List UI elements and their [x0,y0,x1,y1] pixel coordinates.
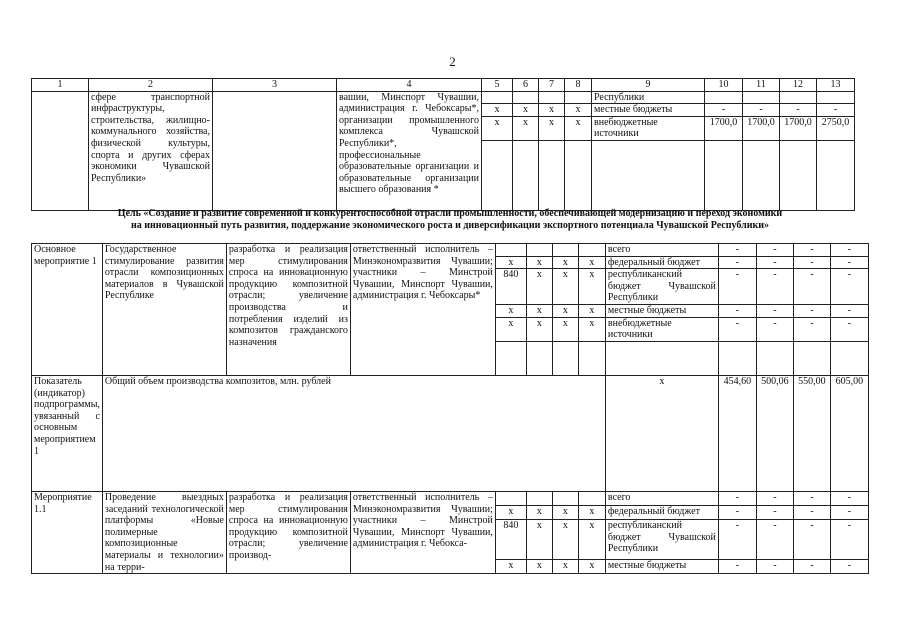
executors-cell: ответственный исполнитель – Минэкономразвития Чувашии; участники – Минстрой Чувашии, Минспорт Чувашии, администрация г. Чебоксары* [350,244,495,376]
table-cell [780,91,817,104]
col-number: 5 [482,79,513,92]
funding-source-cell: Республики [592,91,705,104]
col-number: 6 [513,79,539,92]
table-cell: - [830,305,868,318]
col-number: 7 [539,79,565,92]
table-cell: x [526,305,552,318]
col-number: 9 [592,79,705,92]
table-cell [705,140,743,210]
table-cell [705,91,743,104]
table-cell [743,91,780,104]
table-cell: - [793,560,830,574]
col-number: 13 [817,79,855,92]
table-cell: - [830,256,868,269]
table-cell: - [718,317,756,341]
table-cell: x [578,520,605,560]
table-cell [526,491,552,505]
table-cell: - [756,269,793,305]
col-number: 2 [89,79,213,92]
executors-cell: ответственный исполнитель – Минэкономразвития Чувашии; участники – Минстрой Чувашии, Минспорт Чувашии, администрация г. Чебокса- [350,491,495,573]
table-cell: - [830,491,868,505]
table-cell: x [539,116,565,140]
executors-cell: вашии, Минспорт Чувашии, администрация г. Чебоксары*, организации промышленного комплекса Чувашской Республики*, профессиональные образовательные организации и образовательные организации высшего образования * [337,91,482,210]
table-cell [817,91,855,104]
table-cell: - [705,104,743,117]
table-cell: - [793,317,830,341]
table-cell [578,244,605,257]
table-cell [539,91,565,104]
funding-source-cell: всего [605,244,718,257]
table-cell [578,491,605,505]
table-cell [718,341,756,375]
funding-source-cell: всего [605,491,718,505]
page-number: 2 [449,54,456,69]
table-cell: 2750,0 [817,116,855,140]
table-cell: x [539,104,565,117]
table-cell: - [830,520,868,560]
table-cell: x [552,505,578,519]
table-cell: - [793,305,830,318]
table-cell [830,341,868,375]
table-cell: x [495,317,526,341]
goal-line: Цель «Создание и развитие современной и конкурентоспособной отрасли промышленности, обеспечивающей модернизацию и переход экономики [117,208,783,219]
table-cell: x [526,256,552,269]
table-cell: - [743,104,780,117]
table-cell: x [513,116,539,140]
expected-result-cell: разработка и реализация мер стимулирования спроса на инновационную продукцию композитной отрасли; увеличение производ- [226,491,350,573]
table-cell: - [718,244,756,257]
table-cell [495,341,526,375]
table-cell: x [526,505,552,519]
table-cell [482,91,513,104]
main-table [31,243,869,574]
table-cell: - [830,317,868,341]
table-cell: - [756,560,793,574]
table-cell: - [793,491,830,505]
table-cell: 1700,0 [705,116,743,140]
indicator-text-cell: Общий объем производства композитов, млн. рублей [102,375,605,491]
table-cell: x [578,305,605,318]
table-cell: x [495,505,526,519]
indicator-value: 454,60 [718,375,756,491]
table-cell: x [565,116,592,140]
table-cell: - [830,244,868,257]
table-cell: x [513,104,539,117]
table-cell: x [552,560,578,574]
table-cell: - [817,104,855,117]
funding-source-cell: местные бюджеты [592,104,705,117]
table-cell: - [793,520,830,560]
table-cell [552,341,578,375]
table-cell: - [793,244,830,257]
table-cell: x [482,104,513,117]
expected-result-cell: разработка и реализация мер стимулирования спроса на инновационную продукцию композитной отрасли; увеличение производства и потребления изделий из композитов гражданского назначения [226,244,350,376]
table-cell: x [526,520,552,560]
col-number: 1 [32,79,89,92]
table-cell: - [756,256,793,269]
table-cell: - [793,256,830,269]
table-cell: x [565,104,592,117]
funding-source-cell: федеральный бюджет [605,505,718,519]
table-cell [552,491,578,505]
table-cell: x [605,375,718,491]
table-cell: x [495,256,526,269]
table-cell: x [552,256,578,269]
table-cell: x [578,560,605,574]
table-cell: - [718,520,756,560]
table-cell: - [718,491,756,505]
indicator-value: 500,06 [756,375,793,491]
col-number: 8 [565,79,592,92]
col-number: 11 [743,79,780,92]
table-cell: x [552,317,578,341]
table-cell: - [756,520,793,560]
table-cell: - [718,256,756,269]
event-type-cell: Основное мероприятие 1 [32,244,103,376]
table-cell: x [552,305,578,318]
col-number: 12 [780,79,817,92]
table-cell: - [718,305,756,318]
table-cell: x [495,560,526,574]
event-name-cell: сфере транспортной инфраструктуры, строительства, жилищно-коммунального хозяйства, физической культуры, спорта и других сферах экономики Чувашской Республики» [89,91,213,210]
table-cell: - [793,505,830,519]
event-type-cell: Мероприятие 1.1 [32,491,103,573]
table-cell [495,491,526,505]
table-cell: x [552,520,578,560]
table-cell: 1700,0 [780,116,817,140]
funding-source-cell: внебюджетные источники [605,317,718,341]
table-cell: - [830,505,868,519]
col-number: 10 [705,79,743,92]
goal-heading [31,208,869,231]
table-cell [552,244,578,257]
table-cell: - [718,505,756,519]
table-cell: - [780,104,817,117]
col-number: 4 [337,79,482,92]
table-cell [526,244,552,257]
table-cell: x [526,560,552,574]
table-cell: x [552,269,578,305]
funding-source-cell: местные бюджеты [605,560,718,574]
table-cell [793,341,830,375]
event-name-cell: Проведение выездных заседаний технологической платформы «Новые полимерные композиционные материалы и технологии» на терри- [102,491,226,573]
table-cell [539,140,565,210]
table-cell [213,91,337,210]
table-cell [578,341,605,375]
table-cell [482,140,513,210]
continuation-table [31,78,855,211]
table-cell: x [495,305,526,318]
table-cell: - [718,560,756,574]
table-cell [32,91,89,210]
table-cell [743,140,780,210]
table-cell [605,341,718,375]
funding-source-cell: местные бюджеты [605,305,718,318]
table-cell [592,140,705,210]
table-cell [780,140,817,210]
table-cell: 1700,0 [743,116,780,140]
table-cell: x [526,317,552,341]
funding-source-cell: республиканский бюджет Чувашской Республики [605,520,718,560]
table-cell [817,140,855,210]
table-cell [565,140,592,210]
funding-source-cell: республиканский бюджет Чувашской Республики [605,269,718,305]
table-cell [565,91,592,104]
table-cell: x [578,256,605,269]
funding-source-cell: внебюджетные источники [592,116,705,140]
indicator-label-cell: Показатель (индикатор) подпрограммы, увязанный с основным мероприятием 1 [32,375,103,491]
table-cell: - [830,560,868,574]
indicator-value: 550,00 [793,375,830,491]
table-cell: - [756,244,793,257]
indicator-value: 605,00 [830,375,868,491]
table-cell [513,91,539,104]
table-cell: - [756,505,793,519]
table-cell: - [718,269,756,305]
table-cell: - [756,305,793,318]
table-cell: - [756,491,793,505]
col-number: 3 [213,79,337,92]
table-cell: - [793,269,830,305]
column-numbers-row [32,79,855,92]
table-cell: x [578,505,605,519]
event-name-cell: Государственное стимулирование развития отрасли композиционных материалов в Чувашской Республике [102,244,226,376]
table-cell [495,244,526,257]
table-cell [513,140,539,210]
table-cell: - [830,269,868,305]
table-cell: x [526,269,552,305]
funding-source-cell: федеральный бюджет [605,256,718,269]
table-cell: 840 [495,269,526,305]
table-cell: x [578,317,605,341]
table-cell: x [482,116,513,140]
goal-line: на инновационный путь развития, поддержание экономического роста и диверсификации экспортного потенциала Чувашской Республики» [130,219,769,231]
table-cell [526,341,552,375]
table-cell: 840 [495,520,526,560]
table-cell: - [756,317,793,341]
table-cell: x [578,269,605,305]
table-cell [756,341,793,375]
